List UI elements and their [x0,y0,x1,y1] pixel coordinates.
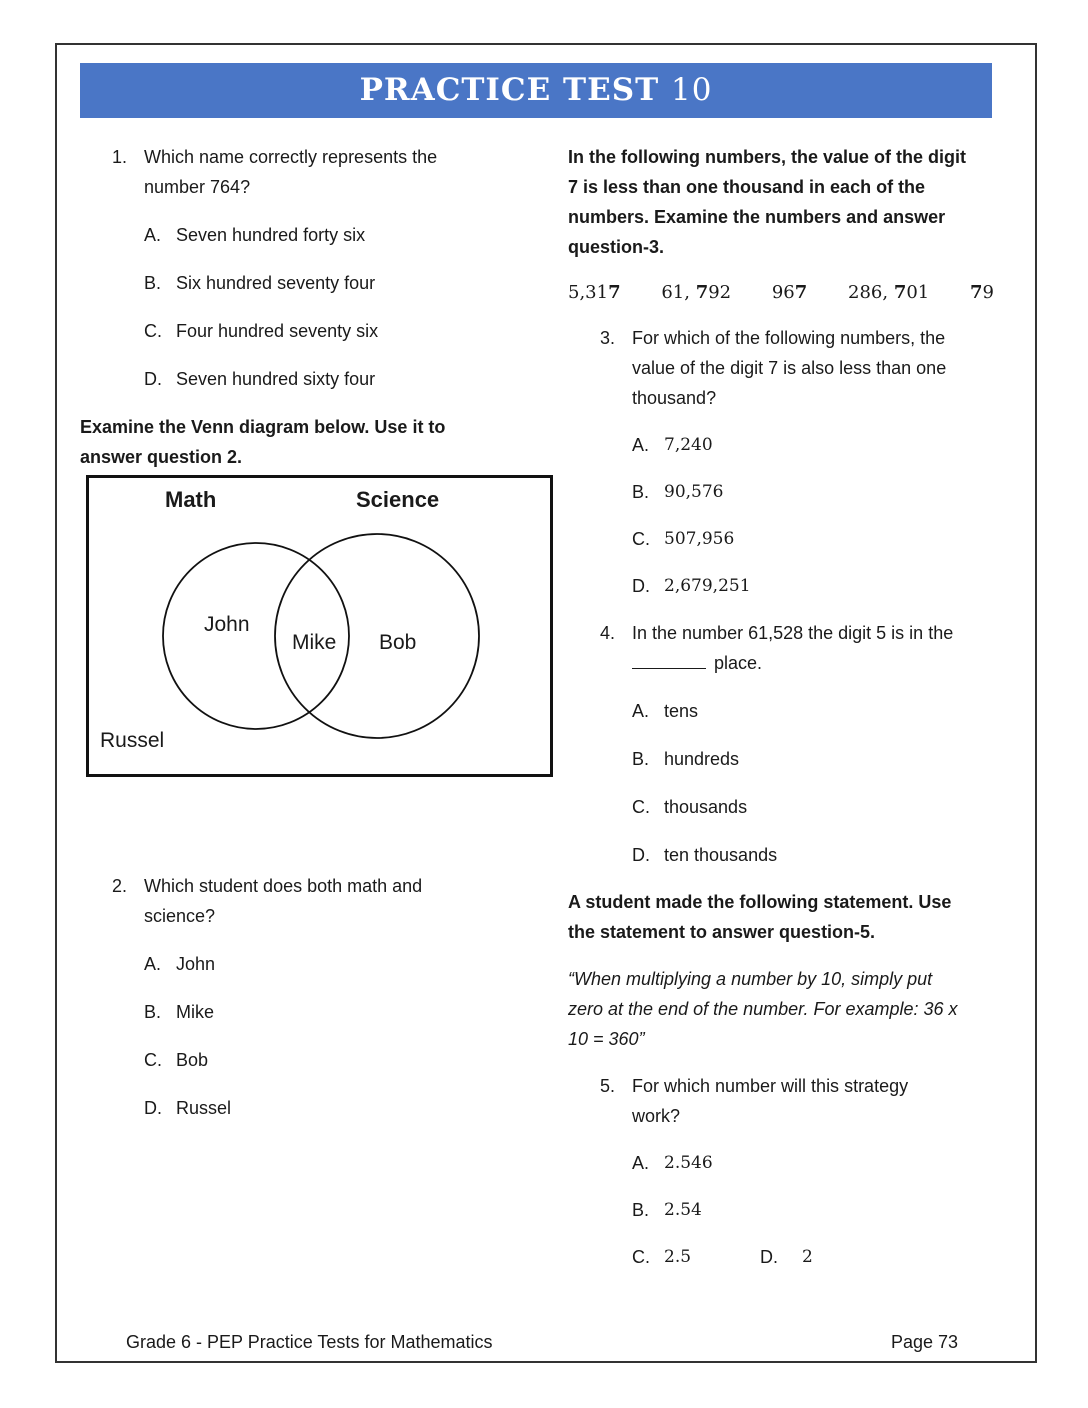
bob-label: Bob [379,631,417,654]
option-text: 90,576 [664,482,724,502]
student-statement [568,964,996,1054]
option-text: 7,240 [664,435,713,455]
option-text: Four hundred seventy six [176,321,379,341]
option-a[interactable] [80,949,550,979]
statement-instructions [568,887,996,947]
question-2 [80,871,550,931]
number-item [568,278,621,308]
options-c-d-row [568,1242,996,1272]
option-text: tens [664,701,699,721]
option-b[interactable] [568,744,996,774]
question-text: In the number 61,528 the digit 5 is in the [632,623,954,643]
option-c[interactable] [568,524,996,554]
question-text: For which number will this strategy [632,1076,909,1096]
question-text: For which of the following numbers, the [632,328,946,348]
option-c[interactable] [80,316,550,346]
option-letter: B. [144,1002,162,1022]
option-b[interactable] [80,268,550,298]
number-part: 9 [982,282,994,303]
question-text: value of the digit 7 is also less than one [632,358,947,378]
option-text: Seven hundred sixty four [176,369,376,389]
option-letter: D. [144,369,162,389]
option-letter: A. [632,1153,650,1173]
question-3 [568,323,996,413]
option-text: 2 [802,1247,813,1267]
statement-line: 10 = 360” [568,1029,645,1049]
option-a[interactable] [80,220,550,250]
math-label: Math [165,487,217,512]
john-label: John [204,613,250,636]
number-item [772,278,807,308]
instruction-line: the statement to answer question-5. [568,922,876,942]
option-text: 2,679,251 [664,576,751,596]
question-number: 4. [600,623,616,643]
question-1 [80,142,550,202]
option-text: Mike [176,1002,215,1022]
page-title: PRACTICE TEST [359,72,660,108]
number-part: 01 [906,282,930,303]
digit-seven: 7 [608,282,621,303]
option-letter: C. [144,321,162,341]
option-b[interactable] [568,1195,996,1225]
option-letter: D. [632,576,650,596]
number-part: 96 [771,282,795,303]
question-text: thousand? [632,388,717,408]
number-item [661,278,731,308]
question-text: Which student does both math and [144,876,423,896]
instruction-line: 7 is less than one thousand in each of the [568,177,926,197]
option-text: 2.54 [664,1200,702,1220]
option-letter: C. [632,797,650,817]
option-letter: A. [632,435,650,455]
option-a[interactable] [568,430,996,460]
option-d[interactable] [80,1093,550,1123]
digit-seven: 7 [794,282,808,303]
option-text: Seven hundred forty six [176,225,366,245]
test-number: 10 [670,72,713,108]
left-column [80,142,550,472]
option-text: Six hundred seventy four [176,273,376,293]
number-part: 61, [661,282,696,303]
option-text: hundreds [664,749,740,769]
number-list [568,278,994,308]
digit-seven: 7 [695,282,709,303]
mike-label: Mike [292,631,337,654]
option-letter: A. [144,954,162,974]
question-5 [568,1071,996,1131]
option-b[interactable] [568,477,996,507]
option-letter: D. [144,1098,162,1118]
option-a[interactable] [568,1148,996,1178]
option-c[interactable] [664,1242,760,1272]
option-d[interactable] [802,1242,813,1272]
number-part: 5,31 [568,282,609,303]
venn-instructions [80,412,550,472]
instruction-line: answer question 2. [80,447,243,467]
instruction-line: Examine the Venn diagram below. Use it to [80,417,446,437]
page-title-banner [80,63,992,118]
number-item [970,278,994,308]
digit-instructions [568,142,996,262]
option-text: 2.546 [664,1153,713,1173]
answer-blank[interactable] [632,648,706,669]
russel-label: Russel [100,729,165,752]
number-part: 92 [708,282,732,303]
option-text: John [176,954,216,974]
science-label: Science [356,487,440,512]
instruction-line: numbers. Examine the numbers and answer [568,207,946,227]
option-d[interactable] [80,364,550,394]
option-c[interactable] [568,792,996,822]
right-column [568,142,996,1272]
question-4 [568,618,996,678]
option-letter: B. [632,482,650,502]
question-text: science? [144,906,216,926]
question-text [632,648,996,678]
option-letter: B. [144,273,162,293]
question-text: number 764? [144,177,251,197]
question-number: 1. [112,147,128,167]
option-d[interactable] [568,840,996,870]
option-letter: A. [632,701,650,721]
option-text: thousands [664,797,748,817]
option-text: 2.5 [664,1247,692,1267]
digit-seven: 7 [893,282,907,303]
question-2-block [80,871,550,1123]
footer-title: Grade 6 - PEP Practice Tests for Mathematics [126,1332,493,1352]
option-text: ten thousands [664,845,778,865]
option-letter: C. [632,1247,650,1267]
question-number: 2. [112,876,128,896]
option-d[interactable] [568,571,996,601]
instruction-line: A student made the following statement. Use [568,892,952,912]
question-text-end: place. [714,653,763,673]
option-c[interactable] [80,1045,550,1075]
question-number: 3. [600,328,616,348]
statement-line: “When multiplying a number by 10, simply put [568,969,933,989]
option-text: Bob [176,1050,209,1070]
question-text: Which name correctly represents the [144,147,438,167]
option-a[interactable] [568,696,996,726]
option-letter: C. [144,1050,162,1070]
option-letter: D. [632,845,650,865]
number-part: 286, [848,282,894,303]
option-letter: B. [632,1200,650,1220]
option-letter: C. [632,529,650,549]
option-text: Russel [176,1098,232,1118]
page-number: Page 73 [891,1332,959,1352]
instruction-line: In the following numbers, the value of the digit [568,147,967,167]
option-letter: A. [144,225,162,245]
option-b[interactable] [80,997,550,1027]
statement-line: zero at the end of the number. For example: 36 x [568,999,958,1019]
question-number: 5. [600,1076,616,1096]
venn-diagram [86,475,553,777]
option-letter: D. [760,1247,778,1267]
digit-seven: 7 [969,282,983,303]
instruction-line: question-3. [568,237,665,257]
option-letter: B. [632,749,650,769]
question-text: work? [632,1106,681,1126]
option-text: 507,956 [664,529,735,549]
number-item [848,278,929,308]
